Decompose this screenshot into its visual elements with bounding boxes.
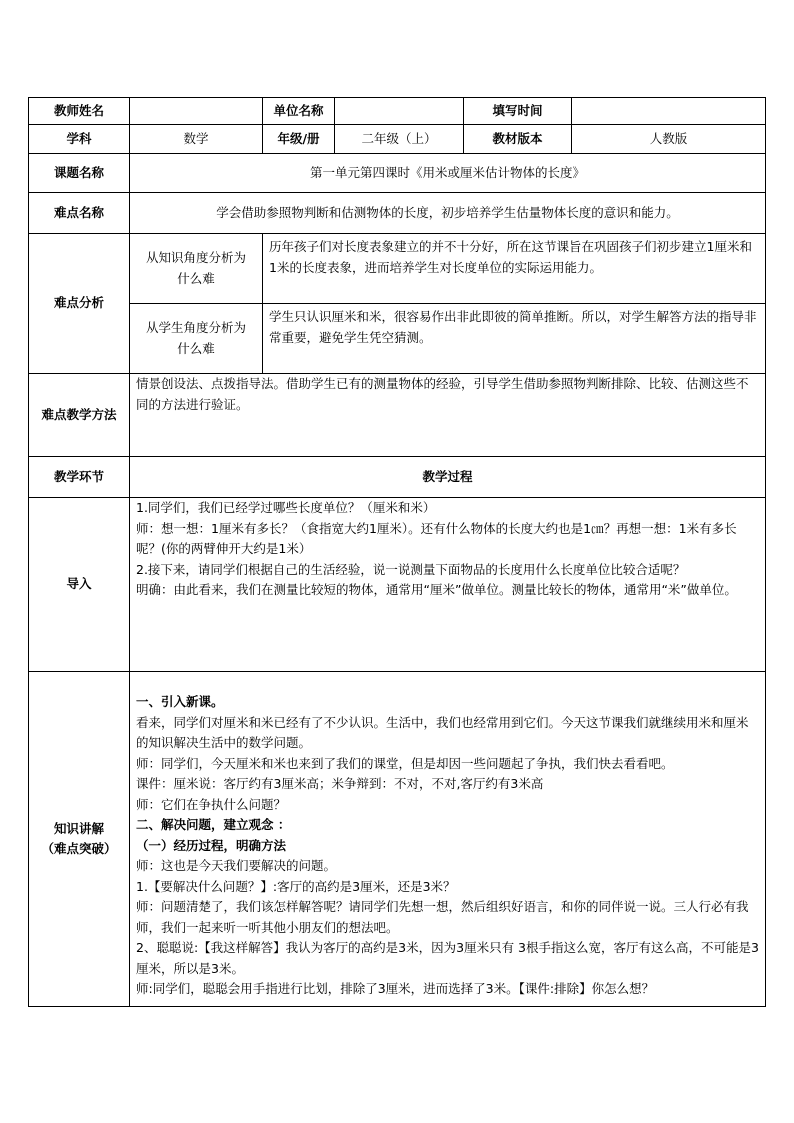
explain-paragraph: 1.【要解决什么问题？】:客厅的高约是3厘米，还是3米？ (136, 878, 456, 894)
teacher-label: 教师姓名 (29, 98, 130, 125)
intro-content (130, 498, 766, 672)
row-analysis-knowledge (29, 234, 766, 304)
explain-paragraph: 师：问题清楚了，我们该怎样解答呢？请同学们先想一想，然后组织好语言，和你的同伴说一说。三人行必有我师，我们一起来听一听其他小朋友们的想法吧。 (136, 899, 749, 935)
explain-label-line-2: （难点突破） (41, 841, 117, 856)
intro-line: 2.接下来，请同学们根据自己的生活经验，说一说测量下面物品的长度用什么长度单位比较合适呢？ (136, 561, 686, 577)
explain-paragraph: 师：这也是今天我们要解决的问题。 (136, 858, 337, 873)
explain-heading: 二、解决问题，建立观念 ： (136, 817, 291, 832)
row-method (29, 374, 766, 457)
date-label: 填写时间 (464, 98, 572, 125)
method-text: 情景创设法、点拨指导法。借助学生已有的测量物体的经验，引导学生借助参照物判断排除、比较、估测这些不同的方法进行验证。 (130, 374, 766, 457)
method-label: 难点教学方法 (29, 374, 130, 457)
row-difficulty (29, 193, 766, 234)
title-value: 第一单元第四课时《用米或厘米估计物体的长度》 (130, 154, 766, 193)
student-angle-line-2: 什么难 (177, 340, 215, 356)
grade-value: 二年级（上） (335, 125, 464, 154)
knowledge-angle-label (130, 234, 263, 304)
teacher-value[interactable] (130, 98, 263, 125)
intro-line: 明确：由此看来，我们在测量比较短的物体，通常用“厘米”做单位。测量比较长的物体，通常用“米”做单位。 (136, 582, 737, 597)
lesson-plan-table (28, 97, 766, 1007)
row-intro (29, 498, 766, 672)
explain-label (29, 672, 130, 1007)
difficulty-label: 难点名称 (29, 193, 130, 234)
analysis-label: 难点分析 (29, 234, 130, 374)
row-process-header (29, 457, 766, 498)
explain-paragraph: 师:同学们，聪聪会用手指进行比划，排除了3厘米，进而选择了3米。【课件:排除】你怎么想？ (136, 981, 655, 996)
intro-line: 师：想一想：1厘米有多长？（食指宽大约1厘米）。还有什么物体的长度大约也是1㎝？再想一想：1米有多长呢？(你的两臂伸开大约是1米） (136, 520, 737, 556)
row-explain (29, 672, 766, 1007)
row-title (29, 154, 766, 193)
row-analysis-student (29, 304, 766, 374)
explain-content (130, 672, 766, 1007)
process-label: 教学过程 (130, 457, 766, 498)
subject-value: 数学 (130, 125, 263, 154)
date-value[interactable] (572, 98, 766, 125)
row-teacher (29, 98, 766, 125)
stage-label: 教学环节 (29, 457, 130, 498)
row-subject (29, 125, 766, 154)
student-angle-line-1: 从学生角度分析为 (145, 320, 246, 335)
edition-value: 人教版 (572, 125, 766, 154)
subject-label: 学科 (29, 125, 130, 154)
unit-label: 单位名称 (263, 98, 335, 125)
explain-label-line-1: 知识讲解 (53, 820, 104, 836)
knowledge-angle-line-1: 从知识角度分析为 (145, 250, 246, 265)
explain-paragraph: 看来，同学们对厘米和米已经有了不少认识。生活中，我们也经常用到它们。今天这节课我们就继续用米和厘米的知识解决生活中的数学问题。 (136, 714, 749, 750)
intro-label: 导入 (29, 498, 130, 672)
intro-line: 1.同学们，我们已经学过哪些长度单位？（厘米和米） (136, 500, 436, 515)
student-angle-text: 学生只认识厘米和米，很容易作出非此即彼的简单推断。所以，对学生解答方法的指导非常重要，避免学生凭空猜测。 (263, 304, 766, 374)
explain-paragraph: 2、聪聪说:【我这样解答】我认为客厅的高约是3米，因为3厘米只有 3根手指这么宽，客厅有这么高，不可能是3厘米，所以是3米。 (136, 940, 759, 976)
explain-subheading: （一）经历过程，明确方法 (136, 837, 287, 853)
explain-paragraph: 师：同学们，今天厘米和米也来到了我们的课堂，但是却因一些问题起了争执，我们快去看看吧。 (136, 755, 674, 771)
knowledge-angle-line-2: 什么难 (177, 270, 215, 286)
unit-value[interactable] (335, 98, 464, 125)
edition-label: 教材版本 (464, 125, 572, 154)
difficulty-value: 学会借助参照物判断和估测物体的长度，初步培养学生估量物体长度的意识和能力。 (130, 193, 766, 234)
student-angle-label (130, 304, 263, 374)
explain-heading: 一、引入新课。 (136, 694, 224, 709)
explain-paragraph: 课件：厘米说：客厅约有3厘米高；米争辩到：不对，不对,客厅约有3米高 (136, 776, 544, 791)
title-label: 课题名称 (29, 154, 130, 193)
explain-paragraph: 师：它们在争执什么问题？ (136, 796, 287, 812)
grade-label: 年级/册 (263, 125, 335, 154)
knowledge-angle-text: 历年孩子们对长度表象建立的并不十分好，所在这节课旨在巩固孩子们初步建立1厘米和1米的长度表象，进而培养学生对长度单位的实际运用能力。 (263, 234, 766, 304)
